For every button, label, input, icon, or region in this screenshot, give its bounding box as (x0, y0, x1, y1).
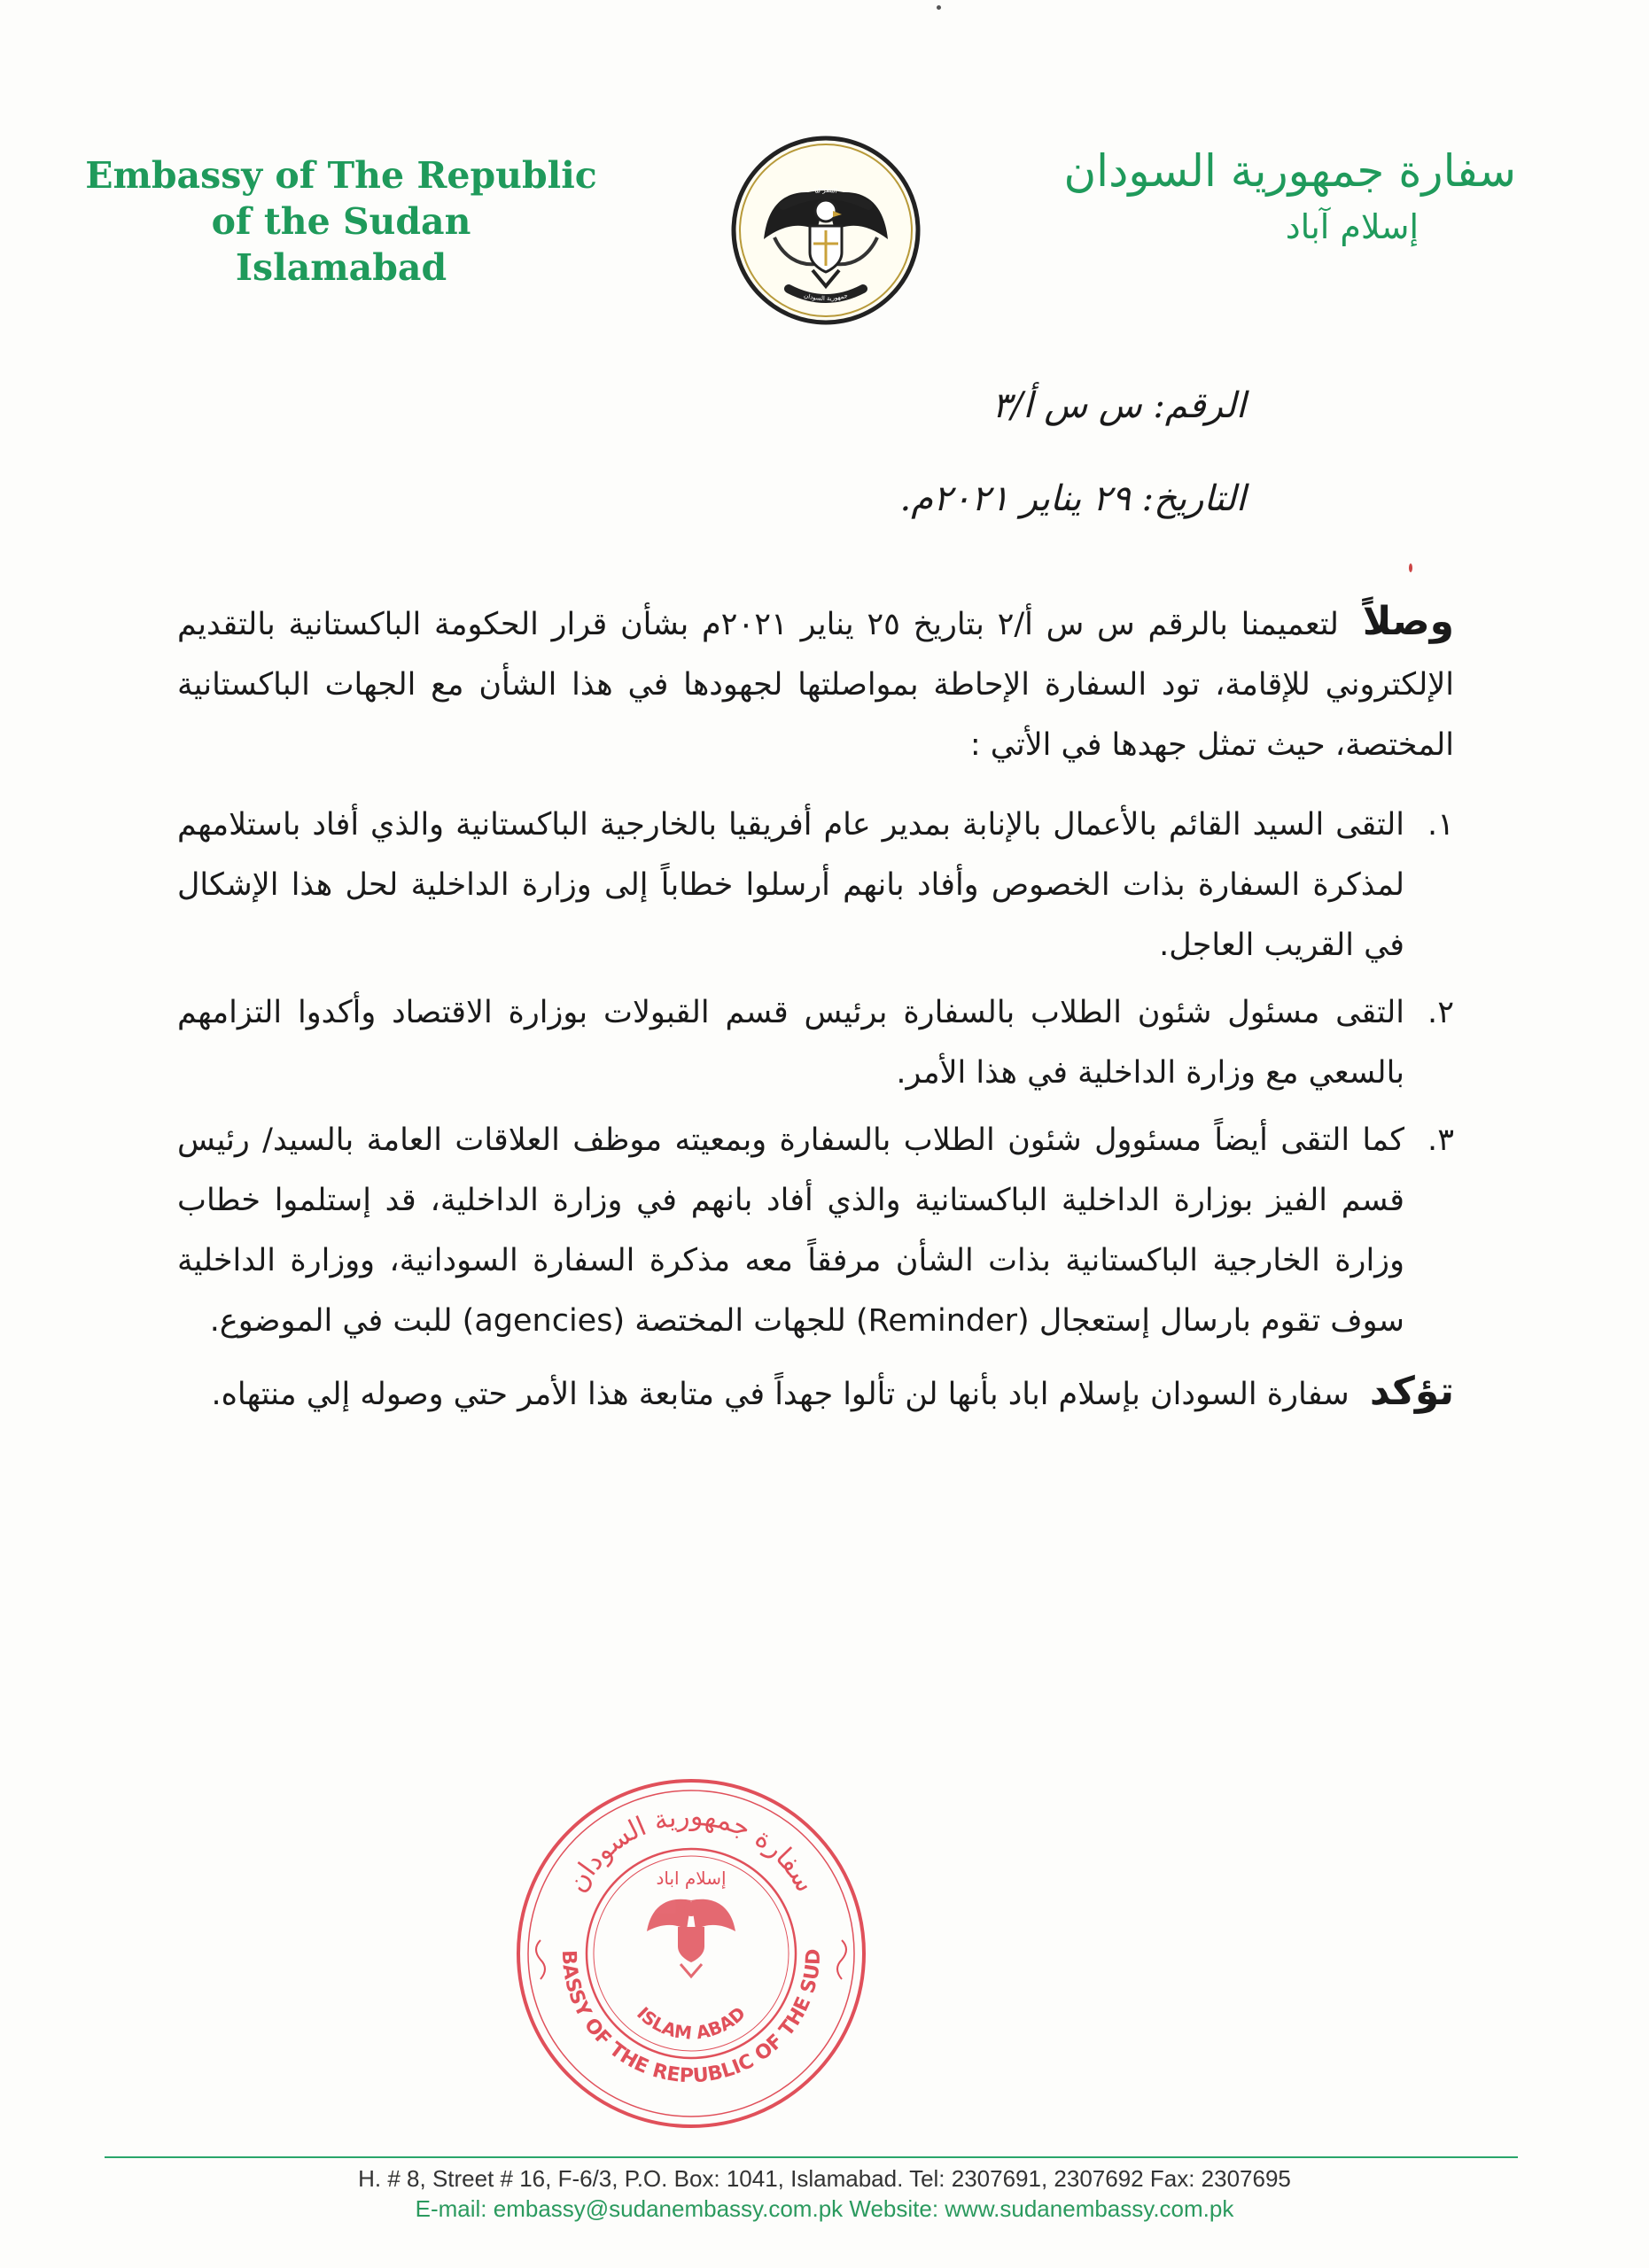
item-number: ٢. (1427, 995, 1454, 1030)
official-stamp (505, 1767, 877, 2140)
footer-divider (105, 2156, 1518, 2158)
emblem-bottom-banner: جمهورية السودان (803, 291, 849, 303)
sudan-emblem (728, 133, 923, 328)
embassy-name-arabic (1020, 140, 1516, 252)
english-header-line: of the Sudan (211, 200, 471, 243)
reference-number: الرقم: س س أ/٣ (992, 385, 1246, 426)
list-item (177, 795, 1454, 975)
english-header-line: Embassy of The Republic (85, 154, 597, 197)
closing-paragraph (177, 1362, 1454, 1425)
stamp-outer-text: BASSY OF THE REPUBLIC OF THE SUD (556, 1948, 826, 2088)
item-text: التقى السيد القائم بالأعمال بالإنابة بمدير عام أفريقيا بالخارجية الباكستانية والذي أفاد باستلامهم لمذكرة السفارة بذات الخصوص وأفاد بانهم أرسلوا خطاباً إلى وزارة الداخلية لحل هذا الإشكال في القريب العاجل. (177, 807, 1404, 963)
letter-date: التاريخ: ٢٩ يناير ٢٠٢١م. (899, 478, 1246, 519)
embassy-name-english (84, 152, 598, 291)
scan-speck (937, 5, 941, 10)
arabic-header-city: إسلام آباد (1285, 207, 1419, 246)
letter-body (177, 592, 1454, 1425)
footer-email-website: E-mail: embassy@sudanembassy.com.pk Website: www.sudanembassy.com.pk (415, 2195, 1234, 2222)
intro-lead-word: وصلاً (1362, 599, 1454, 644)
item-text: التقى مسئول شئون الطلاب بالسفارة برئيس قسم القبولات بوزارة الاقتصاد وأكدوا التزامهم بالسعي مع وزارة الداخلية في هذا الأمر. (177, 995, 1404, 1091)
scan-speck (1409, 563, 1412, 572)
closing-text: سفارة السودان بإسلام اباد بأنها لن تألوا جهداً في متابعة هذا الأمر حتي وصوله إلي منتهاه. (211, 1377, 1350, 1412)
item-number: ٣. (1427, 1122, 1454, 1158)
intro-text: لتعميمنا بالرقم س س أ/٢ بتاريخ ٢٥ يناير ٢٠٢١م بشأن قرار الحكومة الباكستانية بالتقديم الإلكتروني للإقامة، تود السفارة الإحاطة بمواصلتها لجهودها في هذا الشأن مع الجهات الباكستانية المختصة، حيث تمثل جهدها في الأتي : (177, 607, 1454, 763)
stamp-inner-text: ISLAM ABAD (633, 2002, 750, 2044)
item-text: كما التقى أيضاً مسئوول شئون الطلاب بالسفارة وبمعيته موظف العلاقات العامة بالسيد/ رئيس قسم الفيز بوزارة الداخلية الباكستانية والذي أفاد بانهم في وزارة الداخلية، قد إستلموا خطاب وزارة الخارجية الباكستانية بذات الشأن مرفقاً معه مذكرة السفارة السودانية، ووزارة الداخلية سوف تقوم بارسال إستعجال (Reminder) للجهات المختصة (agencies) للبت في الموضوع. (177, 1122, 1404, 1339)
list-item (177, 1110, 1454, 1351)
list-item (177, 983, 1454, 1103)
item-number: ١. (1427, 807, 1454, 843)
items-list (177, 795, 1454, 1351)
english-header-line: Islamabad (235, 246, 447, 289)
stamp-arabic-text: سفارة جمهورية السودان (561, 1800, 821, 1898)
footer-contact (0, 2163, 1649, 2224)
arabic-header-line: سفارة جمهورية السودان (1063, 145, 1516, 197)
emblem-top-banner: النصر لنا (813, 186, 838, 195)
footer-address: H. # 8, Street # 16, F-6/3, P.O. Box: 1041, Islamabad. Tel: 2307691, 2307692 Fax: 2307695 (358, 2165, 1291, 2192)
intro-paragraph (177, 592, 1454, 775)
closing-lead-word: تؤكد (1369, 1369, 1454, 1414)
stamp-arabic-city: إسلام اباد (656, 1868, 727, 1889)
